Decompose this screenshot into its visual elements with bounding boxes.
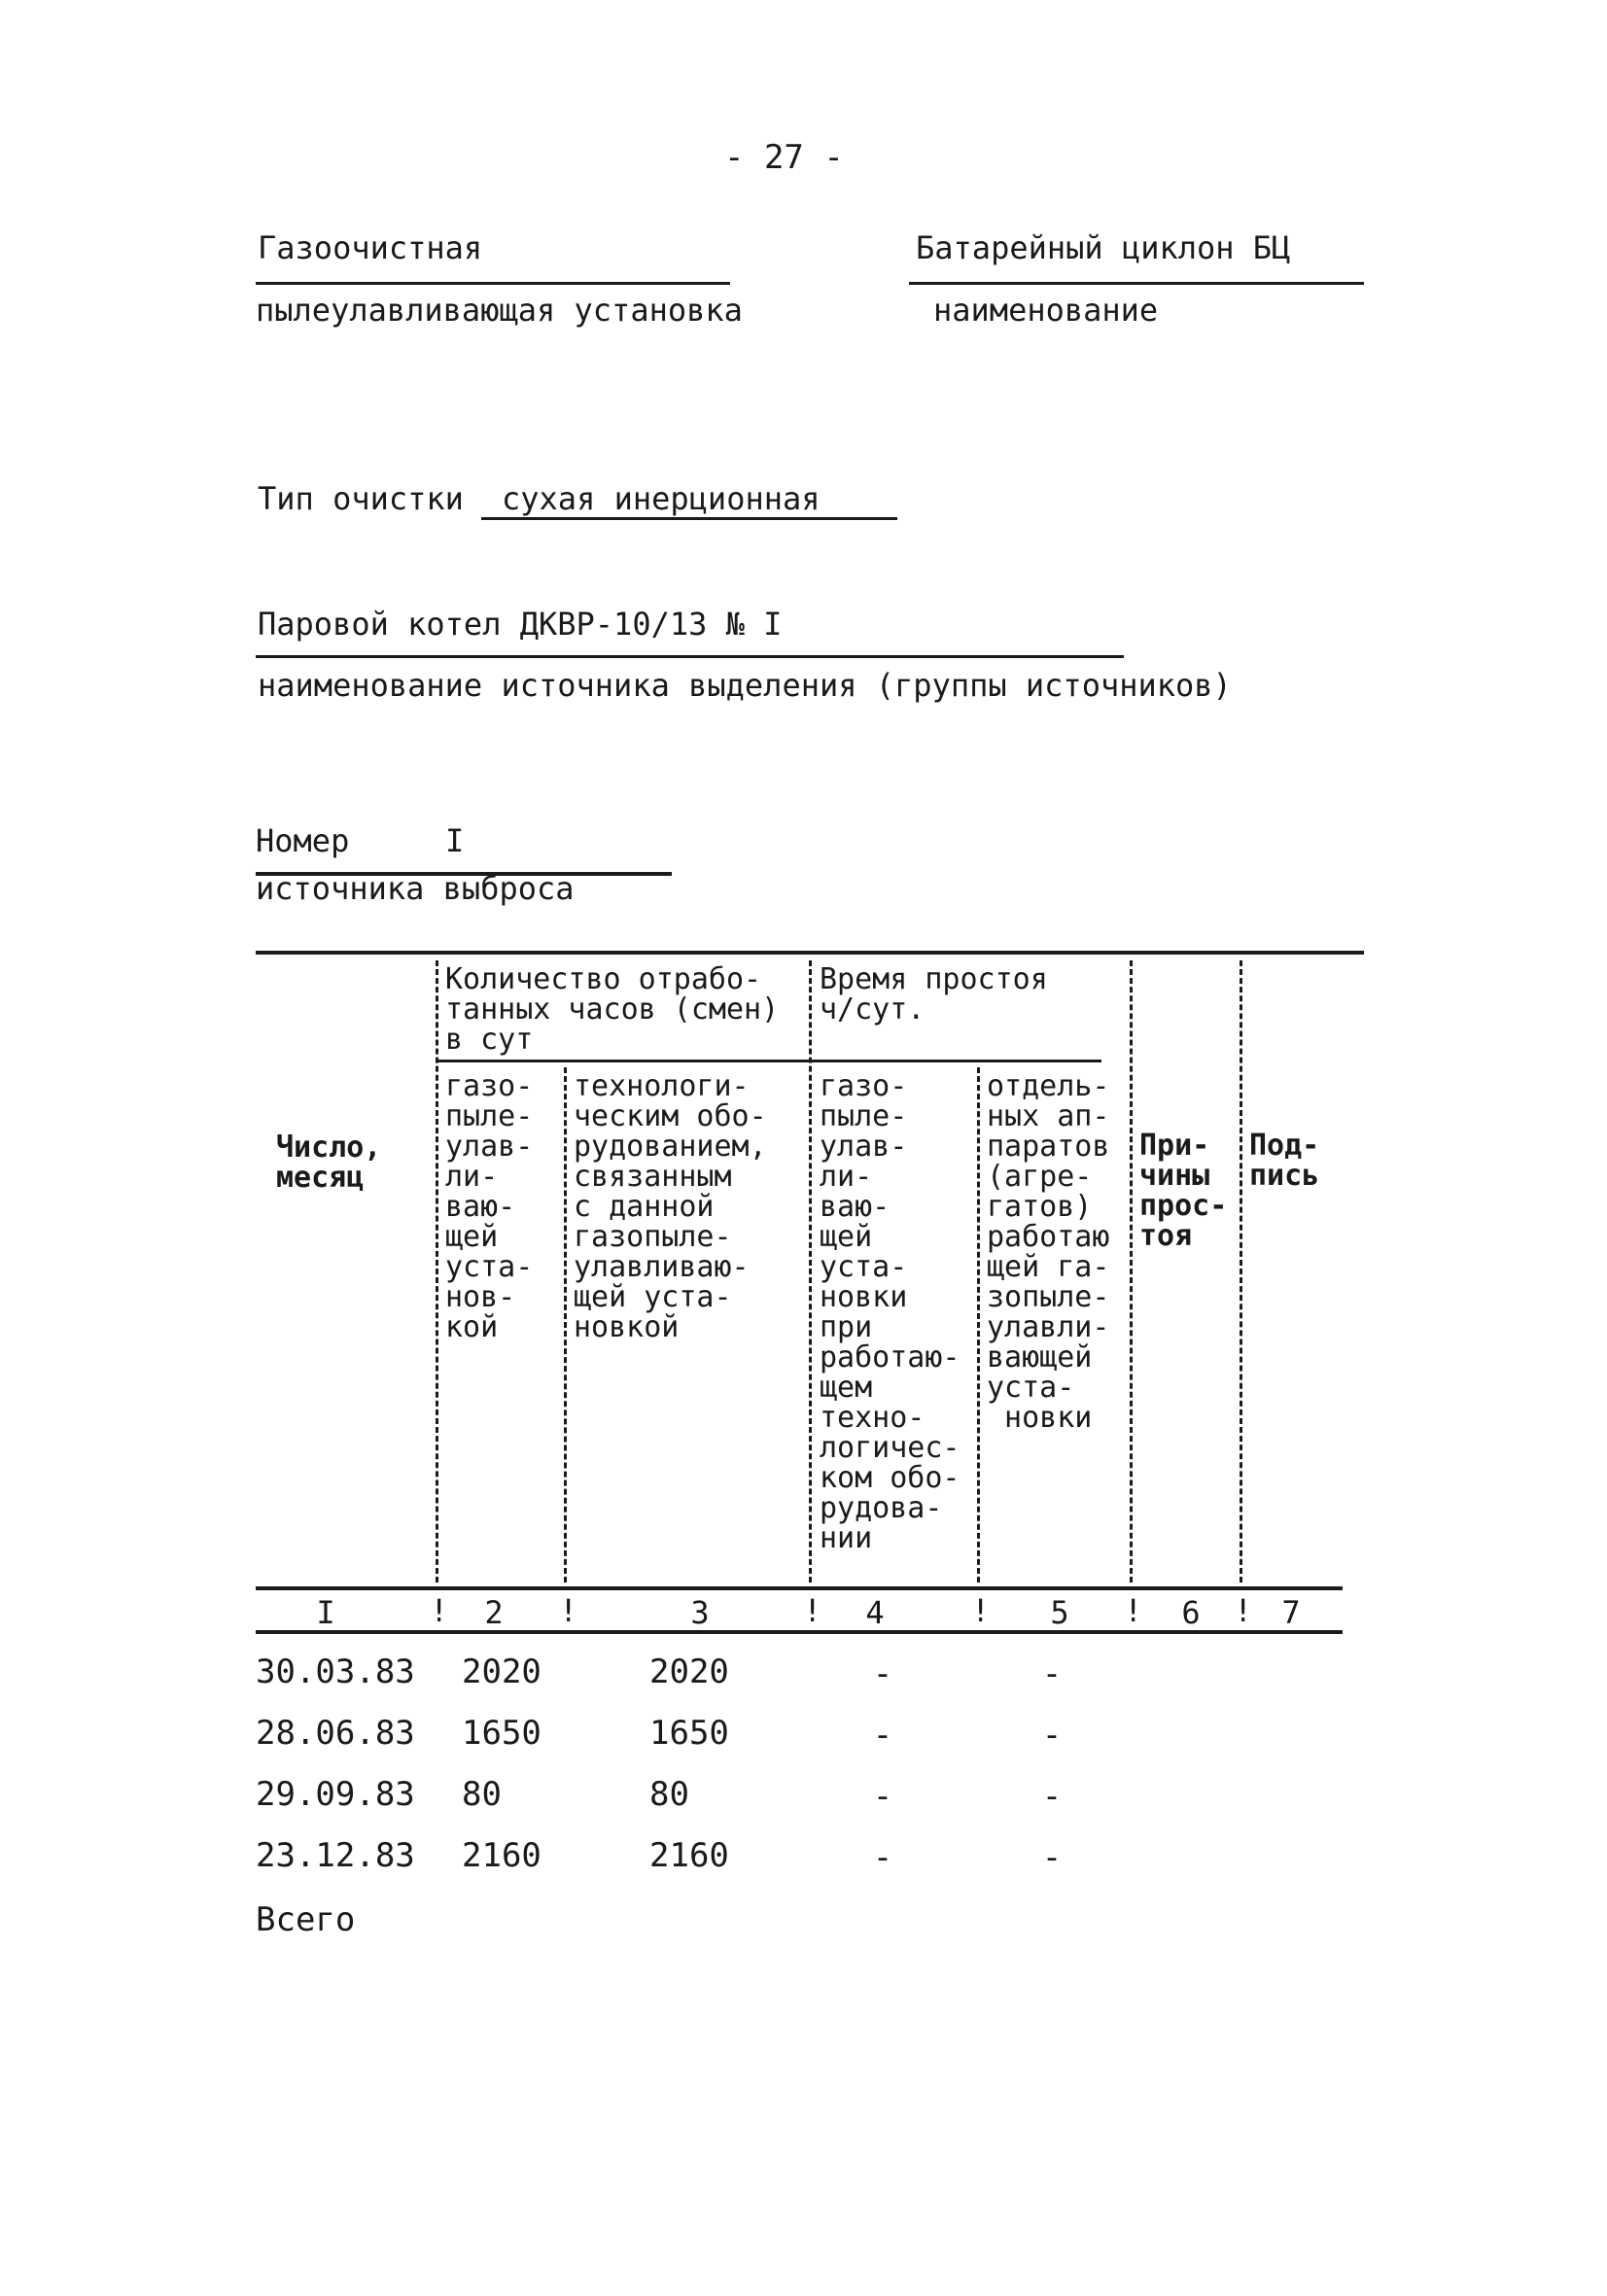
- colnum-sep-3: !: [803, 1592, 822, 1629]
- row-col4: -: [872, 1777, 893, 1816]
- row-col2: 1650: [462, 1714, 541, 1753]
- hours-group-rule: [437, 1060, 812, 1062]
- column-number-7: 7: [1281, 1594, 1301, 1631]
- page-number: - 27 -: [724, 138, 844, 177]
- row-col3: 2160: [649, 1836, 729, 1875]
- source-caption: наименование источника выделения (группы источников): [258, 667, 1232, 704]
- column-number-2: 2: [484, 1594, 504, 1631]
- colnum-sep-1: !: [430, 1592, 449, 1629]
- col-divider-2: [564, 1067, 567, 1583]
- cleaning-type-underline: [481, 517, 897, 520]
- installation-name-value: Батарейный циклон БЦ: [916, 229, 1291, 266]
- installation-type-value: Газоочистная: [258, 229, 483, 266]
- colnum-sep-5: !: [1124, 1592, 1143, 1629]
- col-divider-4: [977, 1067, 980, 1583]
- emission-number-value: I: [445, 822, 465, 859]
- downtime-group-rule: [812, 1060, 1101, 1062]
- row-col5: -: [1041, 1716, 1063, 1755]
- header-col2: газо- пыле- улав- ли- ваю- щей уста- нов- кой: [445, 1069, 534, 1344]
- colnum-sep-4: !: [971, 1592, 991, 1629]
- installation-type-caption: пылеулавливающая установка: [256, 292, 743, 329]
- header-col3: технологи- ческим обо- рудованием, связанным с данной газопыле- улавливаю- щей уста- новкой: [574, 1069, 767, 1344]
- column-number-6: 6: [1181, 1594, 1201, 1631]
- row-col2: 2160: [462, 1836, 541, 1875]
- header-col4: газо- пыле- улав- ли- ваю- щей уста- новки при работаю- щем техно- логичес- ком обо- рудова- нии: [820, 1069, 961, 1555]
- column-number-1: I: [316, 1594, 335, 1631]
- total-label: Всего: [256, 1900, 356, 1939]
- installation-name-underline: [909, 282, 1364, 285]
- col-divider-5: [1130, 960, 1133, 1583]
- cleaning-type-label: Тип очистки: [258, 480, 464, 517]
- row-col4: -: [872, 1716, 893, 1755]
- installation-name-caption: наименование: [933, 292, 1159, 329]
- row-date: 29.09.83: [256, 1775, 415, 1814]
- row-col5: -: [1041, 1654, 1063, 1693]
- column-number-3: 3: [690, 1594, 710, 1631]
- header-date: Число, месяц: [276, 1131, 382, 1195]
- header-downtime-group: Время простоя ч/сут.: [820, 962, 1048, 1026]
- col-divider-1: [436, 960, 438, 1583]
- emission-number-label: Номер: [256, 822, 350, 859]
- row-date: 30.03.83: [256, 1652, 415, 1691]
- column-number-4: 4: [865, 1594, 885, 1631]
- colnum-sep-6: !: [1234, 1592, 1253, 1629]
- row-date: 23.12.83: [256, 1836, 415, 1875]
- header-col6: При- чины прос- тоя: [1139, 1129, 1228, 1253]
- row-col3: 1650: [649, 1714, 729, 1753]
- header-col7: Под- пись: [1249, 1129, 1320, 1193]
- row-col2: 80: [462, 1775, 502, 1814]
- row-col5: -: [1041, 1838, 1063, 1877]
- emission-number-caption: источника выброса: [256, 870, 575, 907]
- header-hours-group: Количество отрабо- танных часов (смен) в сут: [445, 962, 780, 1057]
- table-top-rule: [256, 951, 1364, 955]
- cleaning-type-value: сухая инерционная: [502, 480, 821, 517]
- colnum-sep-2: !: [559, 1592, 578, 1629]
- source-value: Паровой котел ДКВР-10/13 № I: [258, 606, 783, 643]
- header-bottom-rule: [256, 1586, 1343, 1590]
- row-date: 28.06.83: [256, 1714, 415, 1753]
- col-divider-6: [1240, 960, 1242, 1583]
- installation-type-underline: [256, 282, 730, 285]
- column-number-5: 5: [1050, 1594, 1069, 1631]
- row-col4: -: [872, 1838, 893, 1877]
- col-divider-3: [809, 960, 812, 1583]
- source-underline: [256, 655, 1124, 658]
- row-col5: -: [1041, 1777, 1063, 1816]
- row-col3: 2020: [649, 1652, 729, 1691]
- header-col5: отдель- ных ап- паратов (агре- гатов) работаю щей га- зопыле- улавли- вающей уста- новки: [987, 1069, 1110, 1435]
- row-col3: 80: [649, 1775, 689, 1814]
- row-col4: -: [872, 1654, 893, 1693]
- row-col2: 2020: [462, 1652, 541, 1691]
